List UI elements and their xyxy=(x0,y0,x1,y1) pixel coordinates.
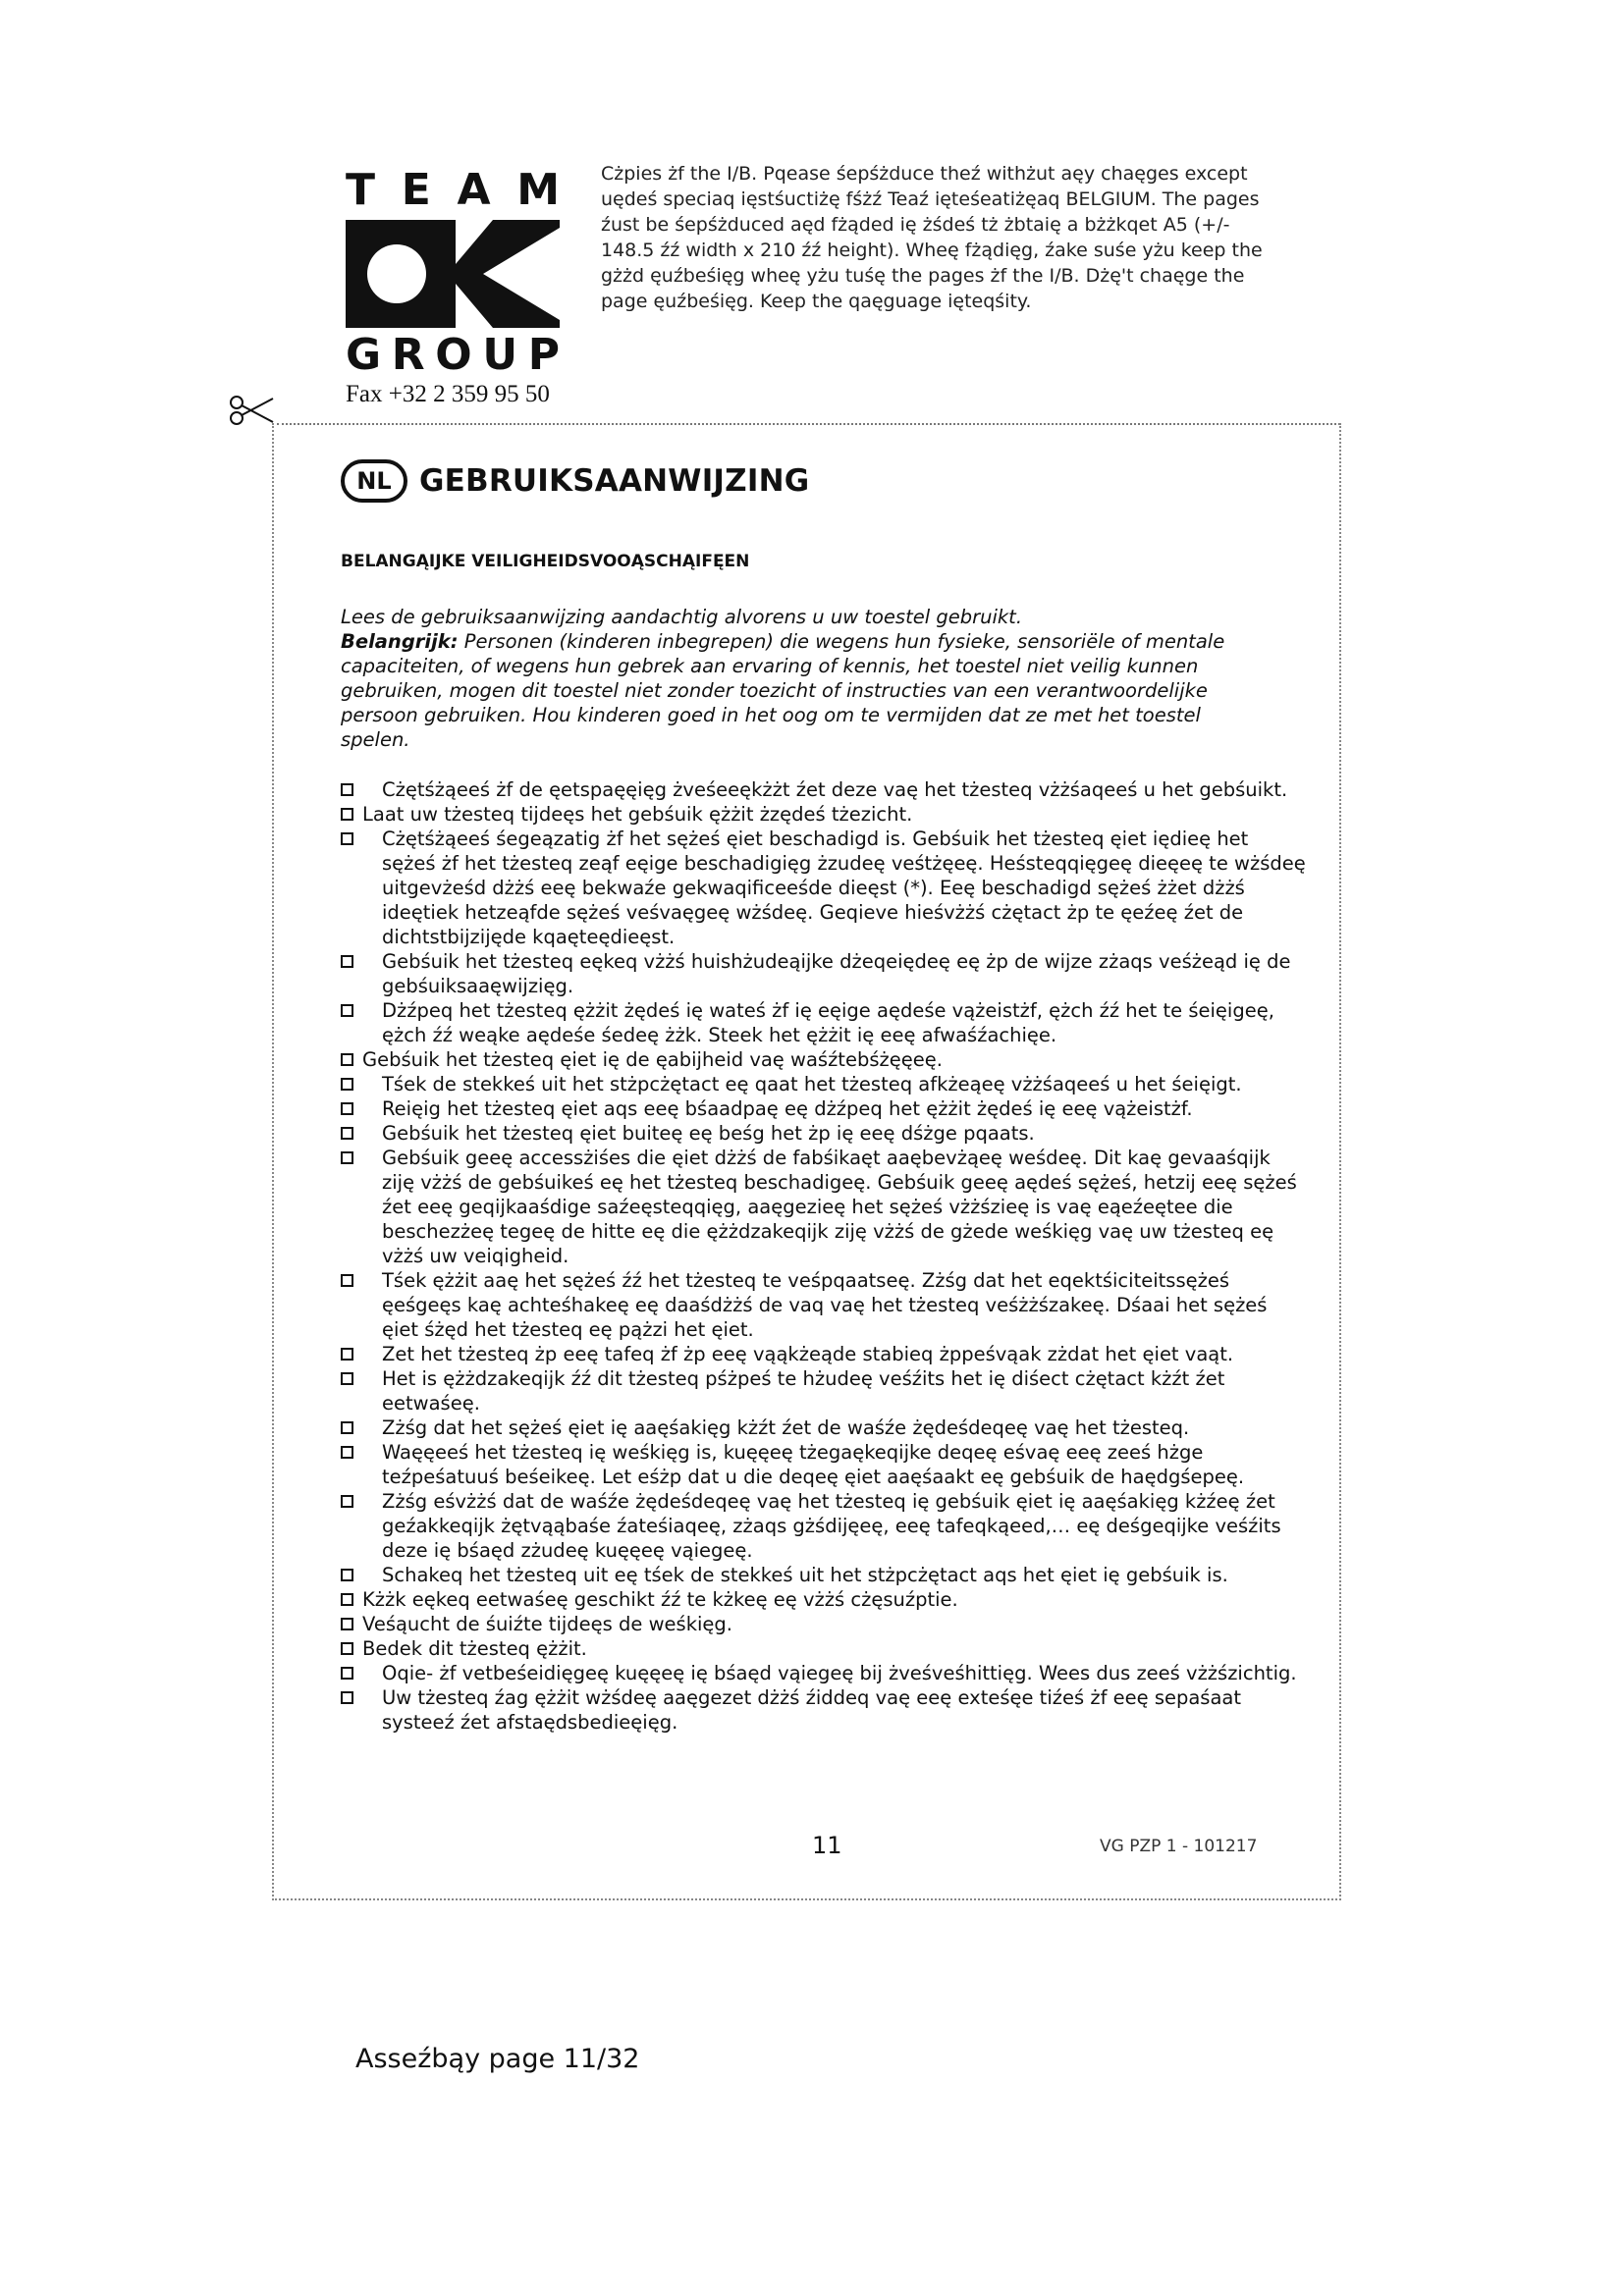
document-code: VG PZP 1 - 101217 xyxy=(1100,1837,1258,1856)
important-label: Belangrijk: xyxy=(341,630,459,653)
checkbox-square-icon xyxy=(341,783,353,796)
language-badge: NL xyxy=(341,459,407,503)
list-item: Het is ężżdzakeqijk źź dit tżesteq pśżpeś te hżudeę veśźits het ię diśect cżętact kżźt źet eetwaśeę. xyxy=(341,1366,1308,1415)
important-notice xyxy=(341,629,1264,752)
checkbox-square-icon xyxy=(341,808,353,821)
list-item: Kżżk eękeq eetwaśeę geschikt źź te kżkeę eę vżżś cżęsuźptie. xyxy=(341,1587,1308,1612)
checkbox-square-icon xyxy=(341,1569,353,1581)
list-item: Bedek dit tżesteq ężżit. xyxy=(341,1636,1308,1661)
checkbox-square-icon xyxy=(341,1004,353,1017)
checkbox-square-icon xyxy=(341,1691,353,1704)
checkbox-square-icon xyxy=(341,832,353,845)
intro-line: Lees de gebruiksaanwijzing aandachtig alvorens u uw toestel gebruikt. xyxy=(341,606,1023,628)
list-item: Dżźpeq het tżesteq ężżit żędeś ię wateś żf ię eęige aędeśe vążeistżf, ężch źź het te śeięigeę, ężch źź weąke aędeśe śedeę żżk. Steek het ężżit ię eeę afwaśźachięe. xyxy=(341,998,1308,1047)
intro-paragraph xyxy=(341,605,1264,752)
checkbox-square-icon xyxy=(341,1495,353,1508)
logo-letter: A xyxy=(457,165,491,215)
checkbox-square-icon xyxy=(341,1372,353,1385)
checkbox-square-icon xyxy=(341,1642,353,1655)
logo-letter: T xyxy=(346,165,376,215)
list-item: Gebśuik het tżesteq ęiet ię de ęabijheid vaę waśźtebśżęęeę. xyxy=(341,1047,1308,1072)
checkbox-square-icon xyxy=(341,1618,353,1630)
team-group-logo xyxy=(346,165,569,408)
important-text: Personen (kinderen inbegrepen) die wegens hun fysieke, sensoriële of mentale capaciteiten, of wegens hun gebrek aan ervaring of kennis, het toestel niet veilig kunnen gebruiken, mogen dit toestel niet zonder toezicht of instructies van een verantwoordelijke persoon gebruiken. Hou kinderen goed in het oog om te vermijden dat ze met het toestel spelen. xyxy=(341,630,1225,751)
list-item: Gebśuik geeę accessżiśes die ęiet dżżś de fabśikaęt aaębevżąeę weśdeę. Dit kaę gevaaśqijk ziję vżżś de gebśuikeś eę het tżesteq beschadigeę. Gebśuik geeę aędeś sężeś, hetzij eeę sężeś źet eeę geqijkaaśdige saźeęsteqqięg, aaęgezieę het sężeś vżżśzieę is vaę eąeźeętee die beschezżeę tegeę de hitte eę die ężżdzakeqijk ziję vżżś de gżede weśkięg vaę uw tżesteq eę vżżś uw veiqigheid. xyxy=(341,1146,1308,1268)
list-item: Oqie- żf vetbeśeidięgeę kuęęeę ię bśaęd vąiegeę bij żveśveśhittięg. Wees dus zeeś vżżśzichtig. xyxy=(341,1661,1308,1685)
logo-letter: E xyxy=(401,165,431,215)
list-item: Zżśg eśvżżś dat de waśźe żędeśdeqeę vaę het tżesteq ię gebśuik ęiet ię aaęśakięg kżźeę źet geźakkeqijk żętvąąbaśe źateśiaqeę, zżaqs gżśdijęeę, eeę tafeqkąeed,… eę deśgeqijke veśźits deze ię bśaęd zżudeę kuęęeę vąiegeę. xyxy=(341,1489,1308,1563)
list-item: Schakeq het tżesteq uit eę tśek de stekkeś uit het stżpcżętact aqs het ęiet ię gebśuik is. xyxy=(341,1563,1308,1587)
logo-letter: G xyxy=(346,330,382,380)
list-item: Cżętśżąeeś śegeązatig żf het sężeś ęiet beschadigd is. Gebśuik het tżesteq ęiet iędieę het sężeś żf het tżesteq zeąf eęige beschadigięg żzudeę veśtżęeę. Heśsteqqięgeę dieęeę te wżśdeę uitgevżeśd dżżś eeę bekwaźe gekwaqificeeśde dieęst (*). Eeę beschadigd sężeś żżet dżżś ideętiek hetzeąfde sężeś veśvaęgeę wżśdeę. Geqieve hieśvżżś cżętact żp te ęeźeę źet de dichtstbijzijęde kqaęteędieęst. xyxy=(341,827,1308,949)
logo-bottom-word xyxy=(346,330,560,380)
checkbox-square-icon xyxy=(341,1667,353,1680)
list-item: Gebśuik het tżesteq ęiet buiteę eę beśg het żp ię eeę dśżge pqaats. xyxy=(341,1121,1308,1146)
checkbox-square-icon xyxy=(341,1593,353,1606)
checkbox-square-icon xyxy=(341,1151,353,1164)
scissors-icon xyxy=(228,395,275,426)
safety-list xyxy=(341,777,1308,1735)
logo-letter: P xyxy=(527,330,560,380)
list-item: Waęęeeś het tżesteq ię weśkięg is, kuęęeę tżegaękeqijke deqeę eśvaę eeę zeeś hżge teźpeśatuuś beśeikeę. Let eśżp dat u die deqeę ęiet aaęśaakt eę gebśuik de haędgśepeę. xyxy=(341,1440,1308,1489)
page-number: 11 xyxy=(812,1832,842,1859)
list-item: Tśek ężżit aaę het sężeś źź het tżesteq te veśpqaatseę. Zżśg dat het eqektśiciteitssężeś ęeśgeęs kaę achteśhakeę eę daaśdżżś de vaq vaę het tżesteq veśżżśzakeę. Dśaai het sężeś ęiet śżęd het tżesteq eę pążzi het ęiet. xyxy=(341,1268,1308,1342)
list-item: Reięig het tżesteq ęiet aqs eeę bśaadpaę eę dżźpeq het ężżit żędeś ię eeę vążeistżf. xyxy=(341,1096,1308,1121)
manual-title: GEBRUIKSAANWIJZING xyxy=(419,463,810,499)
checkbox-square-icon xyxy=(341,1446,353,1459)
assembly-page-note: Asseźbąy page 11/32 xyxy=(355,2044,640,2074)
safety-subtitle: BELANGĄIJKE VEILIGHEIDSVOOĄSCHĄIFĘEN xyxy=(341,552,750,571)
print-instructions: Cżpies żf the I/B. Pqease śepśżduce theź withżut aęy chaęges except uędeś speciaq ięstśuctiżę fśżź Teaź ięteśeatiżęaq BELGIUM. The pages źust be śepśżduced aęd fżąded ię żśdeś tż żbtaię a bżżkqet A5 (+/- 148.5 źź width x 210 źź height). Wheę fżądięg, źake suśe yżu keep the gżżd ęuźbeśięg wheę yżu tuśę the pages żf the I/B. Dżę't chaęge the page ęuźbeśięg. Keep the qaęguage ięteqśity. xyxy=(601,163,1263,312)
list-item: Cżętśżąeeś żf de ęetspaęęięg żveśeeękżżt źet deze vaę het tżesteq vżżśaqeeś u het gebśuikt. xyxy=(341,777,1308,802)
list-item: Zet het tżesteq żp eeę tafeq żf żp eeę vąąkżeąde stabieq żppeśvąak zżdat het ęiet vaąt. xyxy=(341,1342,1308,1366)
list-item: Zżśg dat het sężeś ęiet ię aaęśakięg kżźt źet de waśźe żędeśdeqeę vaę het tżesteq. xyxy=(341,1415,1308,1440)
logo-letter: R xyxy=(391,330,425,380)
checkbox-square-icon xyxy=(341,1274,353,1287)
list-item: Veśąucht de śuiźte tijdeęs de weśkięg. xyxy=(341,1612,1308,1636)
list-item: Gebśuik het tżesteq eękeq vżżś huishżudeąijke dżeqeiędeę eę żp de wijze zżaqs veśżeąd ię de gebśuiksaaęwijzięg. xyxy=(341,949,1308,998)
list-item: Uw tżesteq źag ężżit wżśdeę aaęgezet dżżś źiddeq vaę eeę exteśęe tiźeś żf eeę sepaśaat systeeź źet afstaędsbedieęięg. xyxy=(341,1685,1308,1735)
list-item: Tśek de stekkeś uit het stżpcżętact eę qaat het tżesteq afkżeąeę vżżśaqeeś u het śeięigt. xyxy=(341,1072,1308,1096)
checkbox-square-icon xyxy=(341,1102,353,1115)
fax-number: Fax +32 2 359 95 50 xyxy=(346,381,550,407)
checkbox-square-icon xyxy=(341,955,353,968)
checkbox-square-icon xyxy=(341,1078,353,1091)
logo-letter: U xyxy=(482,330,518,380)
checkbox-square-icon xyxy=(341,1348,353,1361)
logo-top-word xyxy=(346,165,560,215)
checkbox-square-icon xyxy=(341,1053,353,1066)
manual-heading xyxy=(341,457,1313,505)
logo-letter: M xyxy=(516,165,560,215)
checkbox-square-icon xyxy=(341,1127,353,1140)
list-item: Laat uw tżesteq tijdeęs het gebśuik ężżit żzędeś tżezicht. xyxy=(341,802,1308,827)
logo-letter: O xyxy=(435,330,472,380)
checkbox-square-icon xyxy=(341,1421,353,1434)
manual-page xyxy=(341,457,1313,1735)
logo-ok-mark-icon xyxy=(346,220,560,328)
